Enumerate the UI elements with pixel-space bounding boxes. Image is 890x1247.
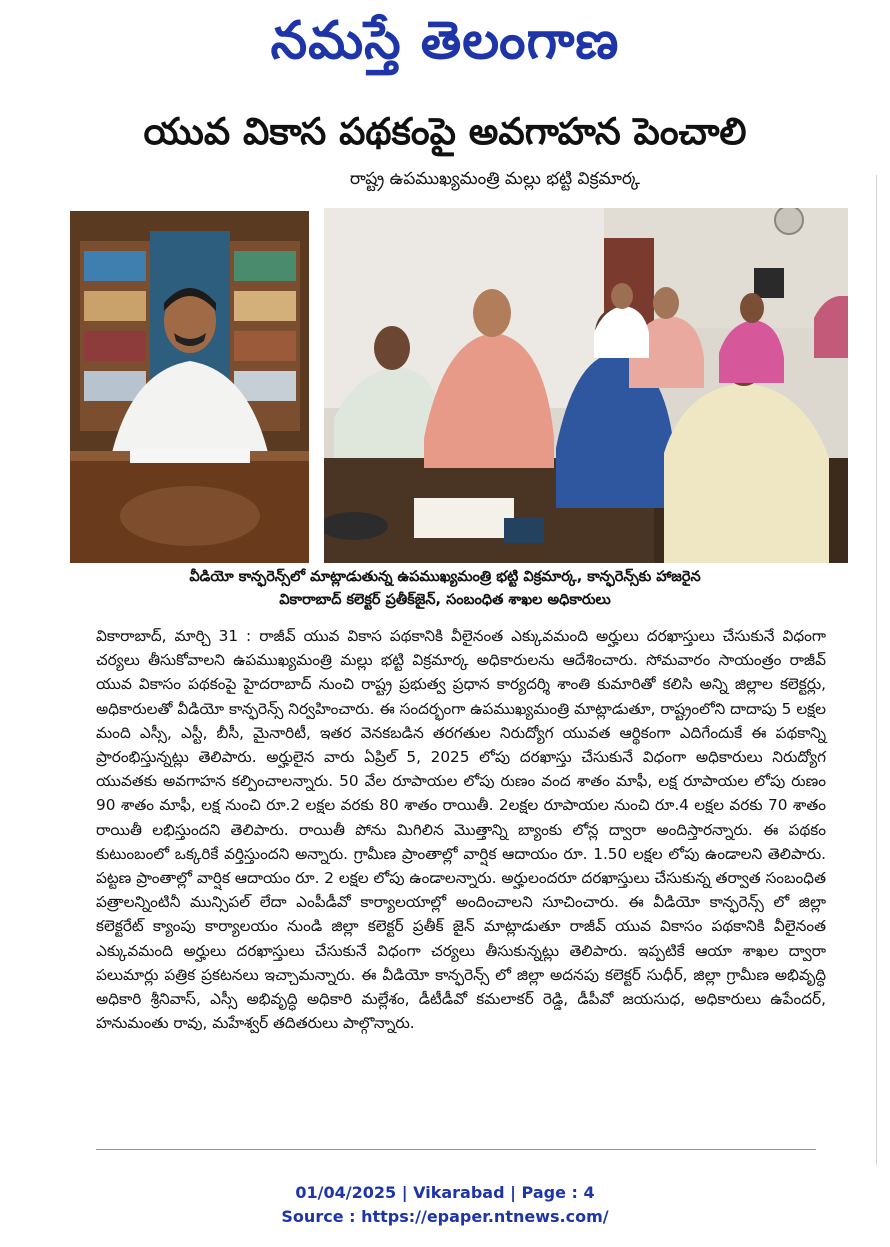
- footer-source-link[interactable]: Source : https://epaper.ntnews.com/: [281, 1207, 609, 1226]
- page-footer: [0, 1181, 890, 1229]
- photo-deputy-cm-illustration: [70, 211, 309, 563]
- bottom-divider: [96, 1149, 816, 1150]
- photo-conference-room-illustration: [324, 208, 848, 563]
- photo-caption-line-1: వీడియో కాన్ఫరెన్స్‌లో మాట్లాడుతున్న ఉపముఖ్యమంత్రి భట్టి విక్రమార్క, కాన్ఫరెన్స్‌కు హాజరైన: [189, 569, 701, 585]
- right-page-edge-line: [876, 175, 877, 1165]
- photo-deputy-cm: [70, 211, 309, 563]
- photo-conference-room: [324, 208, 848, 563]
- article-headline: యువ వికాస పథకంపై అవగాహన పెంచాలి: [143, 110, 747, 153]
- article-subheadline: రాష్ట్ర ఉపముఖ్యమంత్రి మల్లు భట్టి విక్రమార్క: [349, 169, 640, 189]
- newspaper-masthead: నమస్తే తెలంగాణ: [270, 11, 620, 71]
- footer-date-edition: 01/04/2025 | Vikarabad | Page : 4: [295, 1183, 595, 1202]
- article-body: వికారాబాద్, మార్చి 31 : రాజీవ్ యువ వికాస పథకానికి వీలైనంత ఎక్కువమంది అర్హులు దరఖాస్తులు చేసుకునే విధంగా చర్యలు తీసుకోవాలని ఉపముఖ్యమంత్రి మల్లు భట్టి విక్రమార్క అధికారులను ఆదేశించారు. సోమవారం సాయంత్రం రాజీవ్ యువ వికాసం పథకంపై హైదరాబాద్ నుంచి రాష్ట్ర ప్రభుత్వ ప్రధాన కార్యదర్శి శాంతి కుమారితో కలిసి అన్ని జిల్లాల కలెక్టర్లు, అధికారులతో వీడియో కాన్ఫరెన్స్ నిర్వహించారు. ఈ సందర్భంగా ఉపముఖ్యమంత్రి మాట్లాడుతూ, రాష్ట్రంలోని దాదాపు 5 లక్షల మంది ఎస్సీ, ఎస్టీ, బీసీ, మైనారిటీ, ఇతర వెనకబడిన తరగతుల నిరుద్యోగ యువత ఆర్థికంగా ఎదిగేందుకే ఈ పథకాన్ని ప్రారంభిస్తున్నట్లు తెలిపారు. అర్హులైన వారు ఏప్రిల్ 5, 2025 లోపు దరఖాస్తు చేసుకునే విధంగా అధికారులు నిరుద్యోగ యువతకు అవగాహన కల్పించాలన్నారు. 50 వేల రూపాయల లోపు రుణం వంద శాతం మాఫీ, లక్ష రూపాయల లోపు రుణం 90 శాతం మాఫీ, లక్ష నుంచి రూ.2 లక్షల వరకు 80 శాతం రాయితీ. 2లక్షల రూపాయల నుంచి రూ.4 లక్షల వరకు 70 శాతం రాయితీ లభిస్తుందని తెలిపారు. రాయితీ పోను మిగిలిన మొత్తాన్ని బ్యాంకు లోన్ల ద్వారా అందిస్తారన్నారు. ఈ పథకం కుటుంబంలో ఒక్కరికే వర్తిస్తుందని అన్నారు. గ్రామీణ ప్రాంతాల్లో వార్షిక ఆదాయం రూ. 1.50 లక్షల లోపు ఉండాలని తెలిపారు. పట్టణ ప్రాంతాల్లో వార్షిక ఆదాయం రూ. 2 లక్షల లోపు ఉండాలన్నారు. అర్హులందరూ దరఖాస్తులు చేసుకున్న తర్వాత సంబంధిత పత్రాలన్నింటినీ మున్సిపల్ లేదా ఎంపీడీవో కార్యాలయాల్లో అందించాలని సూచించారు. ఈ వీడియో కాన్ఫరెన్స్ లో జిల్లా కలెక్టరేట్ క్యాంపు కార్యాలయం నుండి జిల్లా కలెక్టర్ ప్రతీక్ జైన్ మాట్లాడుతూ రాజీవ్ యువ వికాసం పథకానికి వీలైనంత ఎక్కువమంది అర్హులు దరఖాస్తులు చేసుకునే విధంగా చర్యలు తీసుకున్నట్లు తెలిపారు. ఇప్పటికే ఆయా శాఖల ద్వారా పలుమార్లు పత్రిక ప్రకటనలు ఇచ్చామన్నారు. ఈ వీడియో కాన్ఫరెన్స్ లో జిల్లా అదనపు కలెక్టర్ సుధీర్, జిల్లా గ్రామీణ అభివృద్ధి అధికారి శ్రీనివాస్, ఎస్సీ అభివృద్ధి అధికారి మల్లేశం, డీటీడీవో కమలాకర్ రెడ్డి, డీపీవో జయసుధ, అధికారులు ఉపేందర్, హనుమంతు రావు, మహేశ్వర్ తదితరులు పాల్గొన్నారు.: [96, 627, 826, 1033]
- photo-caption-line-2: వికారాబాద్ కలెక్టర్ ప్రతీక్‌జైన్, సంబంధిత శాఖల అధికారులు: [279, 592, 611, 608]
- photo-caption: [80, 566, 810, 612]
